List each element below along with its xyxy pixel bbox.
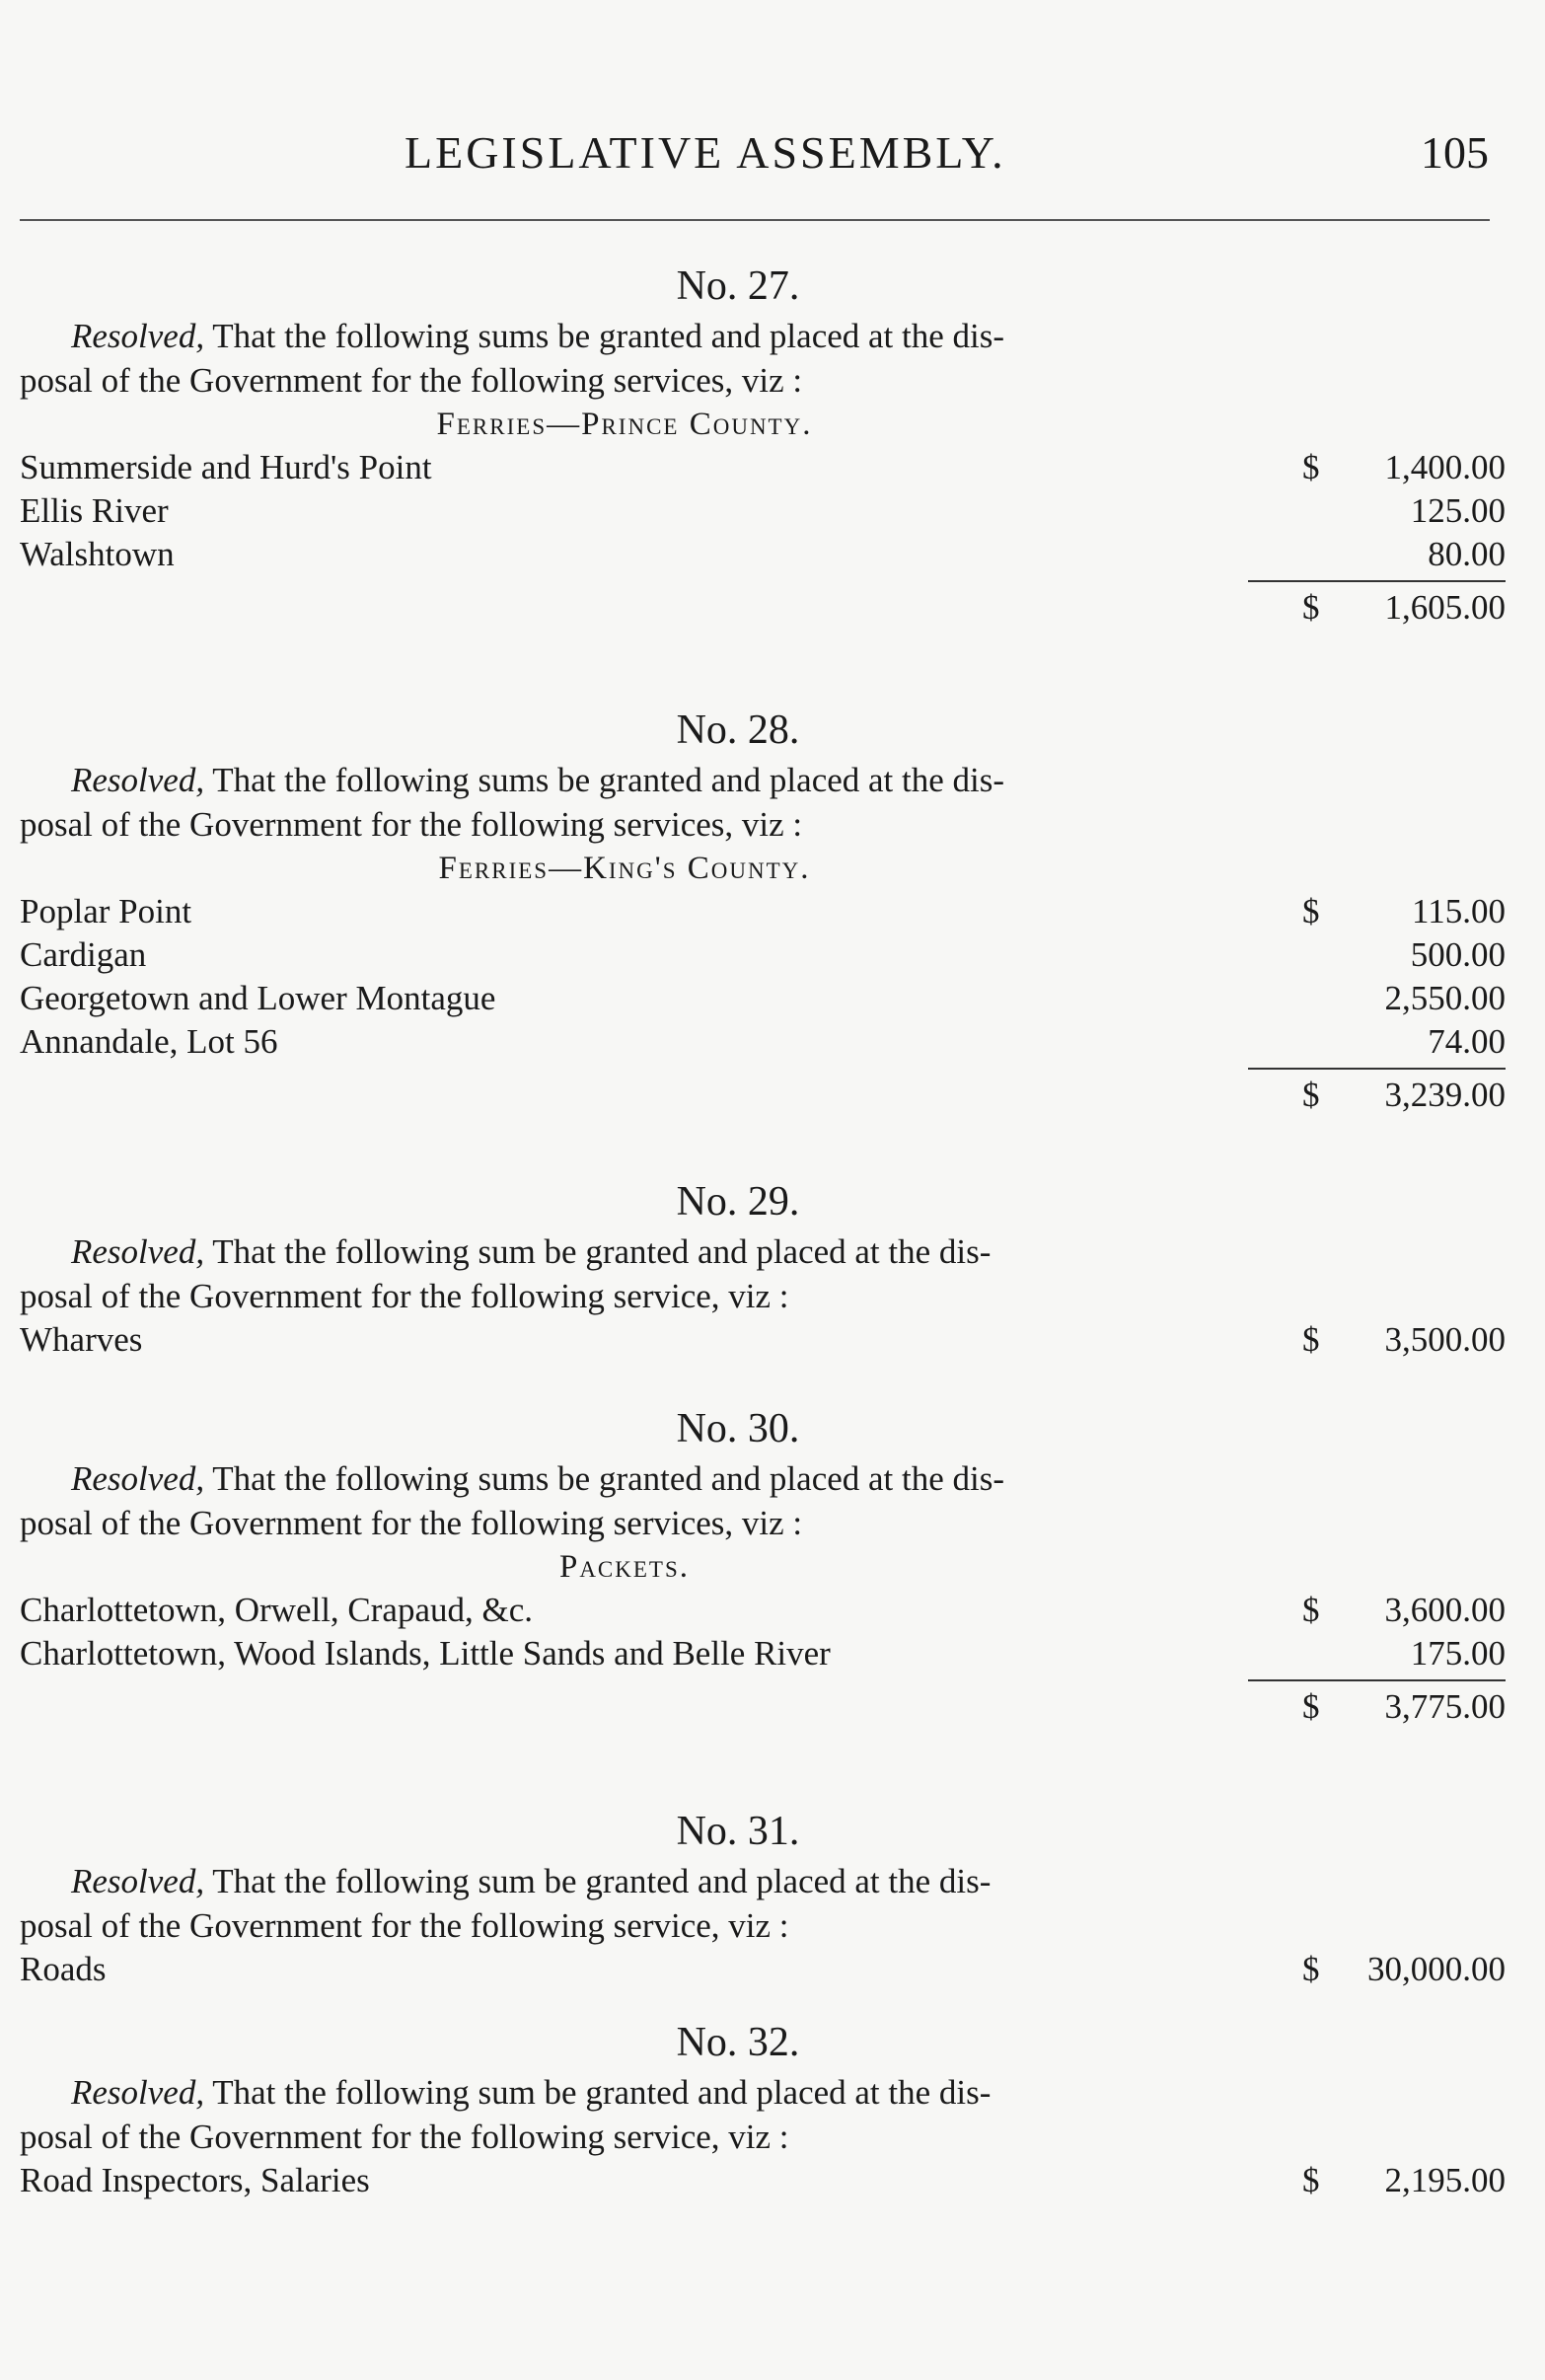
total-rule bbox=[20, 1675, 1506, 1685]
item-label: Charlottetown, Wood Islands, Little Sands and Belle River bbox=[20, 1634, 831, 1673]
resolution-line-2: posal of the Government for the following services, viz : bbox=[20, 1504, 803, 1542]
total-rule bbox=[20, 1064, 1506, 1074]
item-amount: 3,600.00 bbox=[1384, 1591, 1506, 1629]
category-heading: Ferries—Prince County. bbox=[436, 407, 813, 442]
page-number: 105 bbox=[1421, 127, 1489, 178]
line-item bbox=[20, 1632, 1506, 1675]
item-amount: 125.00 bbox=[1410, 491, 1506, 530]
total-amount: 3,239.00 bbox=[1384, 1076, 1506, 1114]
section-number: No. 29. bbox=[676, 1179, 800, 1225]
item-amount: 1,400.00 bbox=[1384, 448, 1506, 486]
currency-sign: $ bbox=[1302, 1076, 1320, 1114]
currency-sign: $ bbox=[1302, 2161, 1320, 2199]
item-label: Poplar Point bbox=[20, 892, 192, 930]
total-rule bbox=[20, 576, 1506, 586]
resolution-text bbox=[20, 1229, 1314, 1318]
resolution-section-31 bbox=[20, 1804, 1506, 1991]
resolution-section-28 bbox=[20, 703, 1506, 1117]
currency-sign: $ bbox=[1302, 448, 1320, 486]
section-number: No. 30. bbox=[676, 1406, 800, 1451]
item-label: Charlottetown, Orwell, Crapaud, &c. bbox=[20, 1591, 534, 1629]
item-label: Annandale, Lot 56 bbox=[20, 1022, 278, 1061]
item-amount: 74.00 bbox=[1428, 1022, 1506, 1061]
resolution-text bbox=[20, 2070, 1314, 2159]
item-label: Walshtown bbox=[20, 535, 175, 573]
line-item bbox=[20, 446, 1506, 489]
running-title: LEGISLATIVE ASSEMBLY. bbox=[405, 127, 1006, 178]
section-number: No. 31. bbox=[676, 1809, 800, 1854]
item-label: Ellis River bbox=[20, 491, 169, 530]
page-header bbox=[0, 126, 1545, 186]
resolved-word: Resolved, bbox=[71, 1232, 205, 1271]
item-amount: 30,000.00 bbox=[1367, 1950, 1506, 1988]
line-item bbox=[20, 533, 1506, 576]
total-amount: 3,775.00 bbox=[1384, 1687, 1506, 1726]
currency-sign: $ bbox=[1302, 588, 1320, 627]
currency-sign: $ bbox=[1302, 1687, 1320, 1726]
category-heading: Ferries—King's County. bbox=[438, 851, 811, 886]
section-total bbox=[20, 1074, 1506, 1117]
item-label: Road Inspectors, Salaries bbox=[20, 2161, 370, 2199]
resolution-line-2: posal of the Government for the following services, viz : bbox=[20, 361, 803, 400]
resolution-text bbox=[20, 1456, 1314, 1545]
resolved-word: Resolved, bbox=[71, 317, 205, 355]
item-amount: 500.00 bbox=[1410, 935, 1506, 974]
resolution-text bbox=[20, 314, 1314, 403]
resolution-line-1: That the following sum be granted and placed at the dis- bbox=[212, 1232, 992, 1271]
item-label: Summerside and Hurd's Point bbox=[20, 448, 432, 486]
resolved-word: Resolved, bbox=[71, 2073, 205, 2112]
resolution-line-1: That the following sum be granted and placed at the dis- bbox=[212, 2073, 992, 2112]
currency-sign: $ bbox=[1302, 1591, 1320, 1629]
line-item bbox=[20, 890, 1506, 933]
section-number: No. 27. bbox=[676, 263, 800, 309]
resolution-text bbox=[20, 1859, 1314, 1948]
line-item bbox=[20, 933, 1506, 977]
resolution-line-2: posal of the Government for the following service, viz : bbox=[20, 1277, 789, 1315]
item-amount: 175.00 bbox=[1410, 1634, 1506, 1673]
resolved-word: Resolved, bbox=[71, 1459, 205, 1498]
total-amount: 1,605.00 bbox=[1384, 588, 1506, 627]
item-label: Cardigan bbox=[20, 935, 147, 974]
line-item bbox=[20, 977, 1506, 1020]
item-amount: 80.00 bbox=[1428, 535, 1506, 573]
resolution-section-27 bbox=[20, 259, 1506, 630]
resolution-section-30 bbox=[20, 1401, 1506, 1729]
item-label: Wharves bbox=[20, 1320, 143, 1359]
section-number: No. 32. bbox=[676, 2020, 800, 2065]
currency-sign: $ bbox=[1302, 1320, 1320, 1359]
resolution-line-2: posal of the Government for the following services, viz : bbox=[20, 805, 803, 844]
item-amount: 2,195.00 bbox=[1384, 2161, 1506, 2199]
resolution-section-29 bbox=[20, 1174, 1506, 1362]
resolved-word: Resolved, bbox=[71, 1862, 205, 1900]
resolution-line-1: That the following sum be granted and placed at the dis- bbox=[212, 1862, 992, 1900]
section-number: No. 28. bbox=[676, 707, 800, 753]
resolution-line-1: That the following sums be granted and placed at the dis- bbox=[212, 761, 1005, 799]
resolution-text bbox=[20, 758, 1314, 847]
resolved-word: Resolved, bbox=[71, 761, 205, 799]
line-item bbox=[20, 489, 1506, 533]
resolution-line-2: posal of the Government for the following service, viz : bbox=[20, 2118, 789, 2156]
resolution-line-2: posal of the Government for the following service, viz : bbox=[20, 1906, 789, 1945]
line-item bbox=[20, 1020, 1506, 1064]
line-item bbox=[20, 1589, 1506, 1632]
currency-sign: $ bbox=[1302, 892, 1320, 930]
resolution-section-32 bbox=[20, 2015, 1506, 2202]
section-total bbox=[20, 1685, 1506, 1729]
item-label: Roads bbox=[20, 1950, 107, 1988]
item-label: Georgetown and Lower Montague bbox=[20, 979, 496, 1017]
item-amount: 115.00 bbox=[1412, 892, 1506, 930]
section-total bbox=[20, 586, 1506, 630]
header-rule bbox=[20, 219, 1490, 221]
resolution-line-1: That the following sums be granted and placed at the dis- bbox=[212, 1459, 1005, 1498]
item-amount: 3,500.00 bbox=[1384, 1320, 1506, 1359]
category-heading: Packets. bbox=[558, 1549, 691, 1585]
currency-sign: $ bbox=[1302, 1950, 1320, 1988]
line-item bbox=[20, 1318, 1506, 1362]
line-item bbox=[20, 1948, 1506, 1991]
item-amount: 2,550.00 bbox=[1384, 979, 1506, 1017]
resolution-line-1: That the following sums be granted and placed at the dis- bbox=[212, 317, 1005, 355]
line-item bbox=[20, 2159, 1506, 2202]
